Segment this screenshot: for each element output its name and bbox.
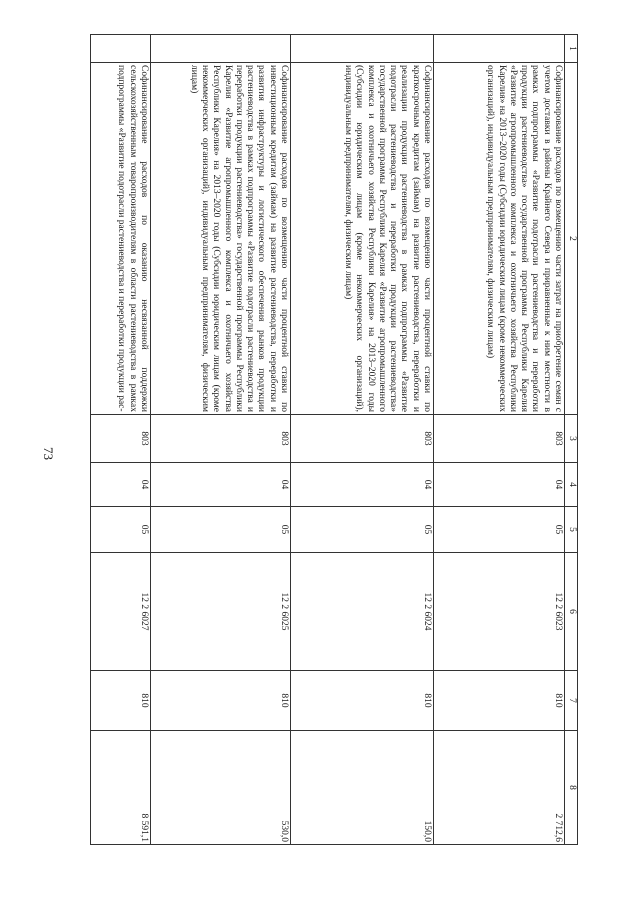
- row-admin-code: 803: [434, 415, 565, 463]
- row-section-code: 04: [91, 463, 151, 507]
- header-col-1: 1: [565, 35, 578, 63]
- row-col-1: [91, 35, 151, 63]
- row-col-1: [291, 35, 434, 63]
- row-expense-type: 810: [91, 671, 151, 731]
- page-number: 73: [41, 447, 56, 460]
- row-admin-code: 803: [291, 415, 434, 463]
- row-admin-code: 803: [91, 415, 151, 463]
- header-col-8: 8: [565, 731, 578, 845]
- row-section-code: 04: [291, 463, 434, 507]
- row-description: Софинансирование расходов по возмещению части процентной ставки по инвестиционным кредитам (займам) на развитие растениеводства, переработки и развития инфраструктуры и логистического обеспечения рынков продукции растениеводства в рамках подпрограммы «Развитие подотрасли растениеводства и переработки продукции растениеводства» государственной программы Республики Карелия «Развитие агропромышленного комплекса и охотничьего хозяйства Республики Карелия» на 2013–2020 годы (Субсидии юридическим лицам (кроме некоммерческих организаций), индивидуальным предпринимателям, физическим лицам): [151, 63, 291, 415]
- table-row: [434, 35, 565, 845]
- row-target-code: 12 2 6027: [91, 553, 151, 671]
- header-col-5: 5: [565, 507, 578, 553]
- row-description: Софинансирование расходов по оказанию несвязанной поддержки сельскохозяйственным товаропроизводителям в области растениеводства в рамках подпрограммы «Развитие подотрасли растениеводства и переработки продукции рас-: [91, 63, 151, 415]
- row-expense-type: 810: [151, 671, 291, 731]
- row-expense-type: 810: [291, 671, 434, 731]
- row-section-code: 04: [151, 463, 291, 507]
- header-col-4: 4: [565, 463, 578, 507]
- row-col-1: [151, 35, 291, 63]
- budget-table-rotated: [108, 34, 578, 844]
- row-amount: 150,0: [291, 731, 434, 845]
- row-subsection-code: 05: [434, 507, 565, 553]
- table-row: [151, 35, 291, 845]
- row-subsection-code: 05: [151, 507, 291, 553]
- row-target-code: 12 2 6023: [434, 553, 565, 671]
- row-section-code: 04: [434, 463, 565, 507]
- row-admin-code: 803: [151, 415, 291, 463]
- row-expense-type: 810: [434, 671, 565, 731]
- row-amount: 2 712,6: [434, 731, 565, 845]
- table-row: [291, 35, 434, 845]
- row-description: Софинансирование расходов по возмещению части процентной ставки по краткосрочным кредитам (займам) на развитие растениеводства, переработки и реализации продукции растениеводства в рамках подпрограммы «Развитие подотрасли растениеводства и переработки продукции растениеводства» государственной программы Республики Карелия «Развитие агропромышленного комплекса и охотничьего хозяйства Республики Карелия» на 2013–2020 годы (Субсидии юридическим лицам (кроме некоммерческих организаций), индивидуальным предпринимателям, физическим лицам): [291, 63, 434, 415]
- header-col-2: 2: [565, 63, 578, 415]
- row-amount: 530,0: [151, 731, 291, 845]
- header-col-6: 6: [565, 553, 578, 671]
- table-row: [91, 35, 151, 845]
- header-col-7: 7: [565, 671, 578, 731]
- row-target-code: 12 2 6025: [151, 553, 291, 671]
- row-subsection-code: 05: [291, 507, 434, 553]
- header-row: [565, 35, 578, 845]
- budget-table: [90, 34, 578, 845]
- row-col-1: [434, 35, 565, 63]
- row-target-code: 12 2 6024: [291, 553, 434, 671]
- row-description: Софинансирование расходов по возмещению части затрат на приобретение семян с учетом доставки в районы Крайнего Севера и приравненные к ним местности в рамках подпрограммы «Развитие подотрасли растениеводства и переработки продукции растениеводства» государственной программы Республики Карелия «Развитие агропромышленного комплекса и охотничьего хозяйства Республики Карелия» на 2013–2020 годы (Субсидии юридическим лицам (кроме некоммерческих организаций), индивидуальным предпринимателям, физическим лицам): [434, 63, 565, 415]
- row-subsection-code: 05: [91, 507, 151, 553]
- header-col-3: 3: [565, 415, 578, 463]
- row-amount: 8 591,1: [91, 731, 151, 845]
